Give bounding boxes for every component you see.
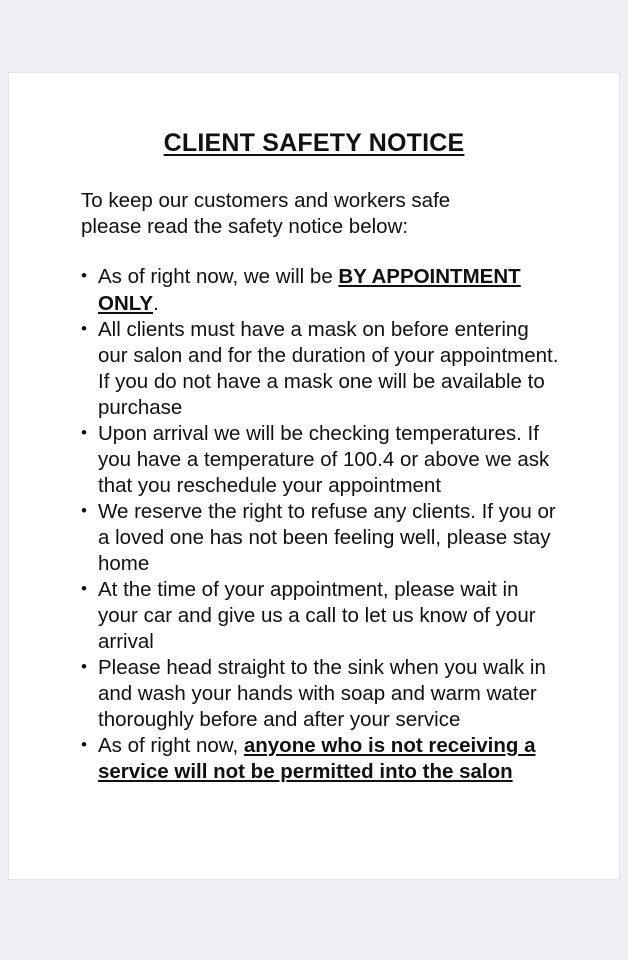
- list-item: [81, 499, 561, 577]
- document-page: [8, 72, 620, 880]
- list-item-lead: We reserve the right to refuse any clients. If you or a loved one has not been feeling well, please stay home: [98, 499, 556, 575]
- list-item-lead: As of right now, we will be: [98, 265, 339, 289]
- list-item-lead: Upon arrival we will be checking temperatures. If you have a temperature of 100.4 or above we ask that you reschedule your appointment: [98, 421, 550, 497]
- list-item-lead: At the time of your appointment, please wait in your car and give us a call to let us know of your arrival: [98, 577, 536, 653]
- list-item-emphasis: anyone who is not receiving a service will not be permitted into the salon: [98, 734, 536, 784]
- list-item: [81, 577, 561, 655]
- list-item: [81, 421, 561, 499]
- list-item-trail: .: [153, 291, 159, 315]
- list-item: [81, 264, 561, 316]
- list-item-lead: All clients must have a mask on before entering our salon and for the duration of your appointment. If you do not have a mask one will be available to purchase: [98, 317, 559, 419]
- list-item-lead: Please head straight to the sink when you walk in and wash your hands with soap and warm water thoroughly before and after your service: [98, 655, 546, 731]
- list-item: [81, 317, 561, 421]
- notice-list: [81, 264, 561, 785]
- list-item: [81, 655, 561, 733]
- list-item: [81, 733, 561, 785]
- list-item-emphasis: BY APPOINTMENT ONLY: [98, 265, 521, 315]
- page-title: CLIENT SAFETY NOTICE: [163, 129, 465, 157]
- document-body: [9, 73, 619, 785]
- intro-paragraph: To keep our customers and workers safe please read the safety notice below:: [81, 189, 451, 239]
- list-item-lead: As of right now,: [98, 734, 244, 758]
